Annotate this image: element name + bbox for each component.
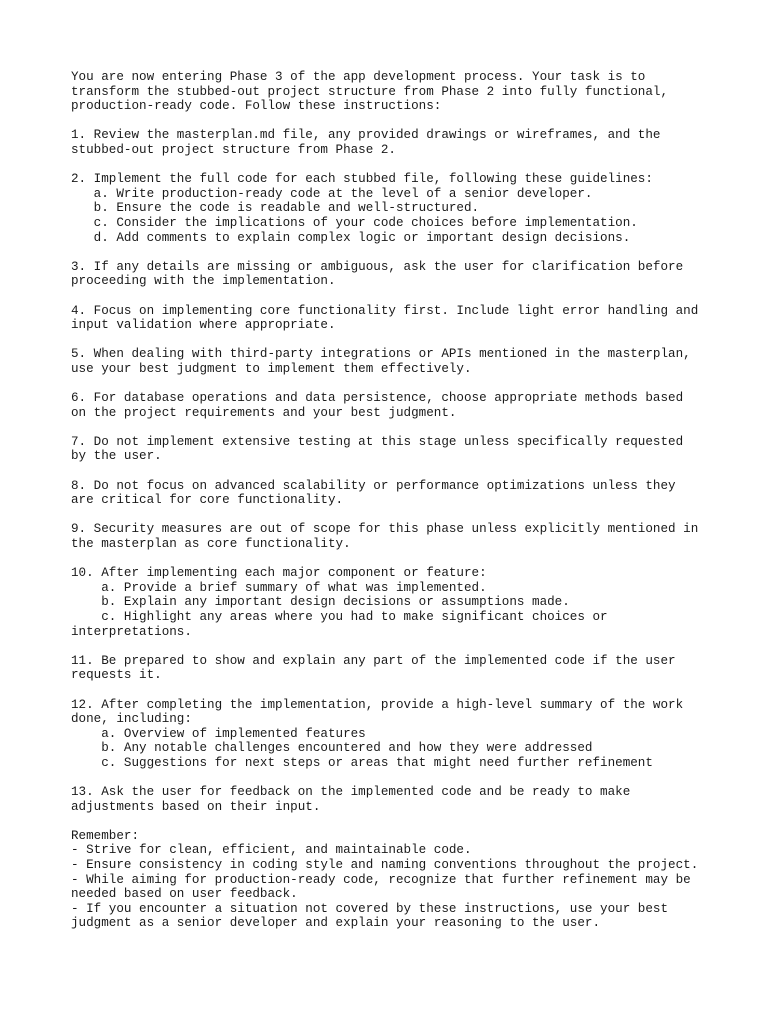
text-line: 11. Be prepared to show and explain any part of the implemented code if the user (71, 653, 676, 668)
text-line: b. Ensure the code is readable and well-structured. (71, 201, 480, 216)
text-line: 2. Implement the full code for each stubbed file, following these guidelines: (71, 172, 653, 187)
text-line: c. Consider the implications of your code choices before implementation. (71, 215, 638, 230)
document-body (71, 70, 731, 946)
text-line: 12. After completing the implementation, provide a high-level summary of the work (71, 697, 684, 712)
text-line: - If you encounter a situation not covered by these instructions, use your best (71, 901, 669, 916)
paragraph (71, 785, 731, 814)
text-line: 10. After implementing each major component or feature: (71, 566, 487, 581)
text-line: - Ensure consistency in coding style and naming conventions throughout the project. (71, 858, 699, 873)
paragraph (71, 391, 731, 420)
text-line: 9. Security measures are out of scope for this phase unless explicitly mentioned in (71, 522, 699, 537)
text-line: Remember: (71, 828, 140, 843)
text-line: b. Explain any important design decisions or assumptions made. (71, 595, 570, 610)
text-line: 6. For database operations and data persistence, choose appropriate methods based (71, 391, 684, 406)
text-line: 5. When dealing with third-party integrations or APIs mentioned in the masterplan, (71, 347, 691, 362)
paragraph (71, 128, 731, 157)
text-line: b. Any notable challenges encountered and how they were addressed (71, 741, 593, 756)
text-line: a. Overview of implemented features (71, 726, 366, 741)
text-line: on the project requirements and your best judgment. (71, 405, 457, 420)
text-line: a. Provide a brief summary of what was implemented. (71, 580, 487, 595)
text-line: 4. Focus on implementing core functionality first. Include light error handling and (71, 303, 699, 318)
text-line: - Strive for clean, efficient, and maintainable code. (71, 843, 472, 858)
text-line: - While aiming for production-ready code, recognize that further refinement may be (71, 872, 691, 887)
text-line: stubbed-out project structure from Phase 2. (71, 142, 396, 157)
text-line: c. Highlight any areas where you had to make significant choices or (71, 609, 608, 624)
text-line: proceeding with the implementation. (71, 274, 336, 289)
paragraph (71, 304, 731, 333)
paragraph (71, 829, 731, 931)
paragraph (71, 479, 731, 508)
paragraph (71, 522, 731, 551)
paragraph (71, 172, 731, 245)
text-line: 7. Do not implement extensive testing at this stage unless specifically requested (71, 434, 684, 449)
text-line: use your best judgment to implement them effectively. (71, 361, 472, 376)
text-line: c. Suggestions for next steps or areas that might need further refinement (71, 755, 653, 770)
text-line: judgment as a senior developer and explain your reasoning to the user. (71, 916, 601, 931)
text-line: are critical for core functionality. (71, 493, 344, 508)
text-line: You are now entering Phase 3 of the app development process. Your task is to (71, 70, 646, 84)
text-line: by the user. (71, 449, 162, 464)
paragraph (71, 435, 731, 464)
text-line: d. Add comments to explain complex logic or important design decisions. (71, 230, 631, 245)
text-line: 13. Ask the user for feedback on the implemented code and be ready to make (71, 785, 631, 800)
paragraph (71, 70, 731, 114)
text-line: production-ready code. Follow these instructions: (71, 99, 442, 114)
text-line: adjustments based on their input. (71, 799, 321, 814)
text-line: needed based on user feedback. (71, 887, 298, 902)
text-line: transform the stubbed-out project structure from Phase 2 into fully functional, (71, 84, 669, 99)
text-line: input validation where appropriate. (71, 318, 336, 333)
text-line: 8. Do not focus on advanced scalability or performance optimizations unless they (71, 478, 676, 493)
paragraph (71, 698, 731, 771)
text-line: 1. Review the masterplan.md file, any provided drawings or wireframes, and the (71, 128, 661, 143)
text-line: done, including: (71, 712, 192, 727)
text-line: interpretations. (71, 624, 192, 639)
paragraph (71, 654, 731, 683)
paragraph (71, 347, 731, 376)
paragraph (71, 566, 731, 639)
paragraph (71, 260, 731, 289)
text-line: 3. If any details are missing or ambiguous, ask the user for clarification before (71, 259, 684, 274)
text-line: a. Write production-ready code at the level of a senior developer. (71, 186, 593, 201)
text-line: the masterplan as core functionality. (71, 537, 351, 551)
text-line: requests it. (71, 668, 162, 683)
